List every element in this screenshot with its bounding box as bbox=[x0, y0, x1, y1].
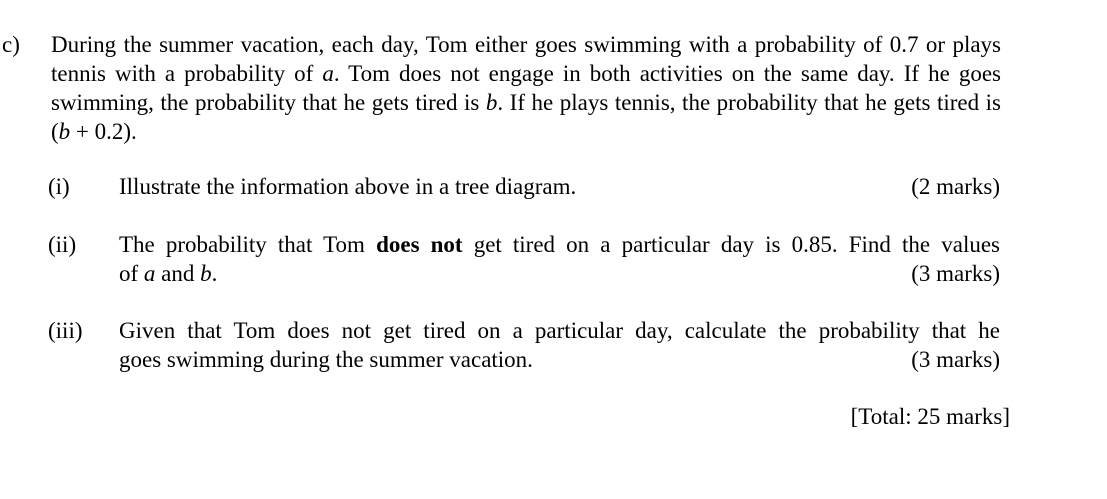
part-marks: (2 marks) bbox=[911, 174, 1000, 199]
part-text-period: . bbox=[211, 261, 218, 286]
part-text-post: get tired on a particular day is 0.85. Find the values bbox=[462, 232, 1000, 257]
intro-text-3: . If he plays tennis, the probability that he gets tired is ( bbox=[51, 90, 1002, 144]
part-ii bbox=[48, 230, 1000, 288]
part-text-line-2: goes swimming during the summer vacation. bbox=[119, 347, 533, 372]
variable-b: b bbox=[58, 119, 71, 144]
question-intro bbox=[51, 30, 1001, 146]
part-text-line-2 bbox=[119, 259, 217, 288]
variable-a: a bbox=[143, 261, 156, 286]
question-label: c) bbox=[2, 32, 20, 57]
intro-text-1: During the summer vacation, each day, Tom either goes swimming with a probability of 0.7 or plays tennis with a probability of bbox=[51, 32, 1001, 86]
intro-text-2: . Tom does not engage in both activities on the same day. If he goes swimming, the probability that he gets tired is bbox=[51, 61, 1001, 115]
part-marks: (3 marks) bbox=[911, 347, 1000, 372]
part-number: (iii) bbox=[48, 318, 83, 343]
intro-text-4: + 0.2). bbox=[70, 119, 137, 144]
emphasis-text: does not bbox=[376, 232, 463, 257]
variable-a: a bbox=[322, 61, 334, 86]
part-text-of: of bbox=[119, 261, 144, 286]
variable-b: b bbox=[485, 90, 498, 115]
part-text-pre: The probability that Tom bbox=[119, 232, 377, 257]
variable-b: b bbox=[200, 261, 212, 286]
part-text-line-1 bbox=[119, 230, 1000, 259]
part-number: (ii) bbox=[48, 232, 77, 257]
total-marks: [Total: 25 marks] bbox=[850, 404, 1010, 429]
part-marks: (3 marks) bbox=[911, 261, 1000, 286]
part-text-line-1: Given that Tom does not get tired on a particular day, calculate the probability that he bbox=[119, 318, 1000, 343]
part-text-and: and bbox=[155, 261, 201, 286]
part-text: Illustrate the information above in a tree diagram. bbox=[119, 174, 577, 199]
part-number: (i) bbox=[48, 174, 70, 199]
part-i bbox=[48, 172, 1000, 201]
part-iii bbox=[48, 316, 1000, 374]
